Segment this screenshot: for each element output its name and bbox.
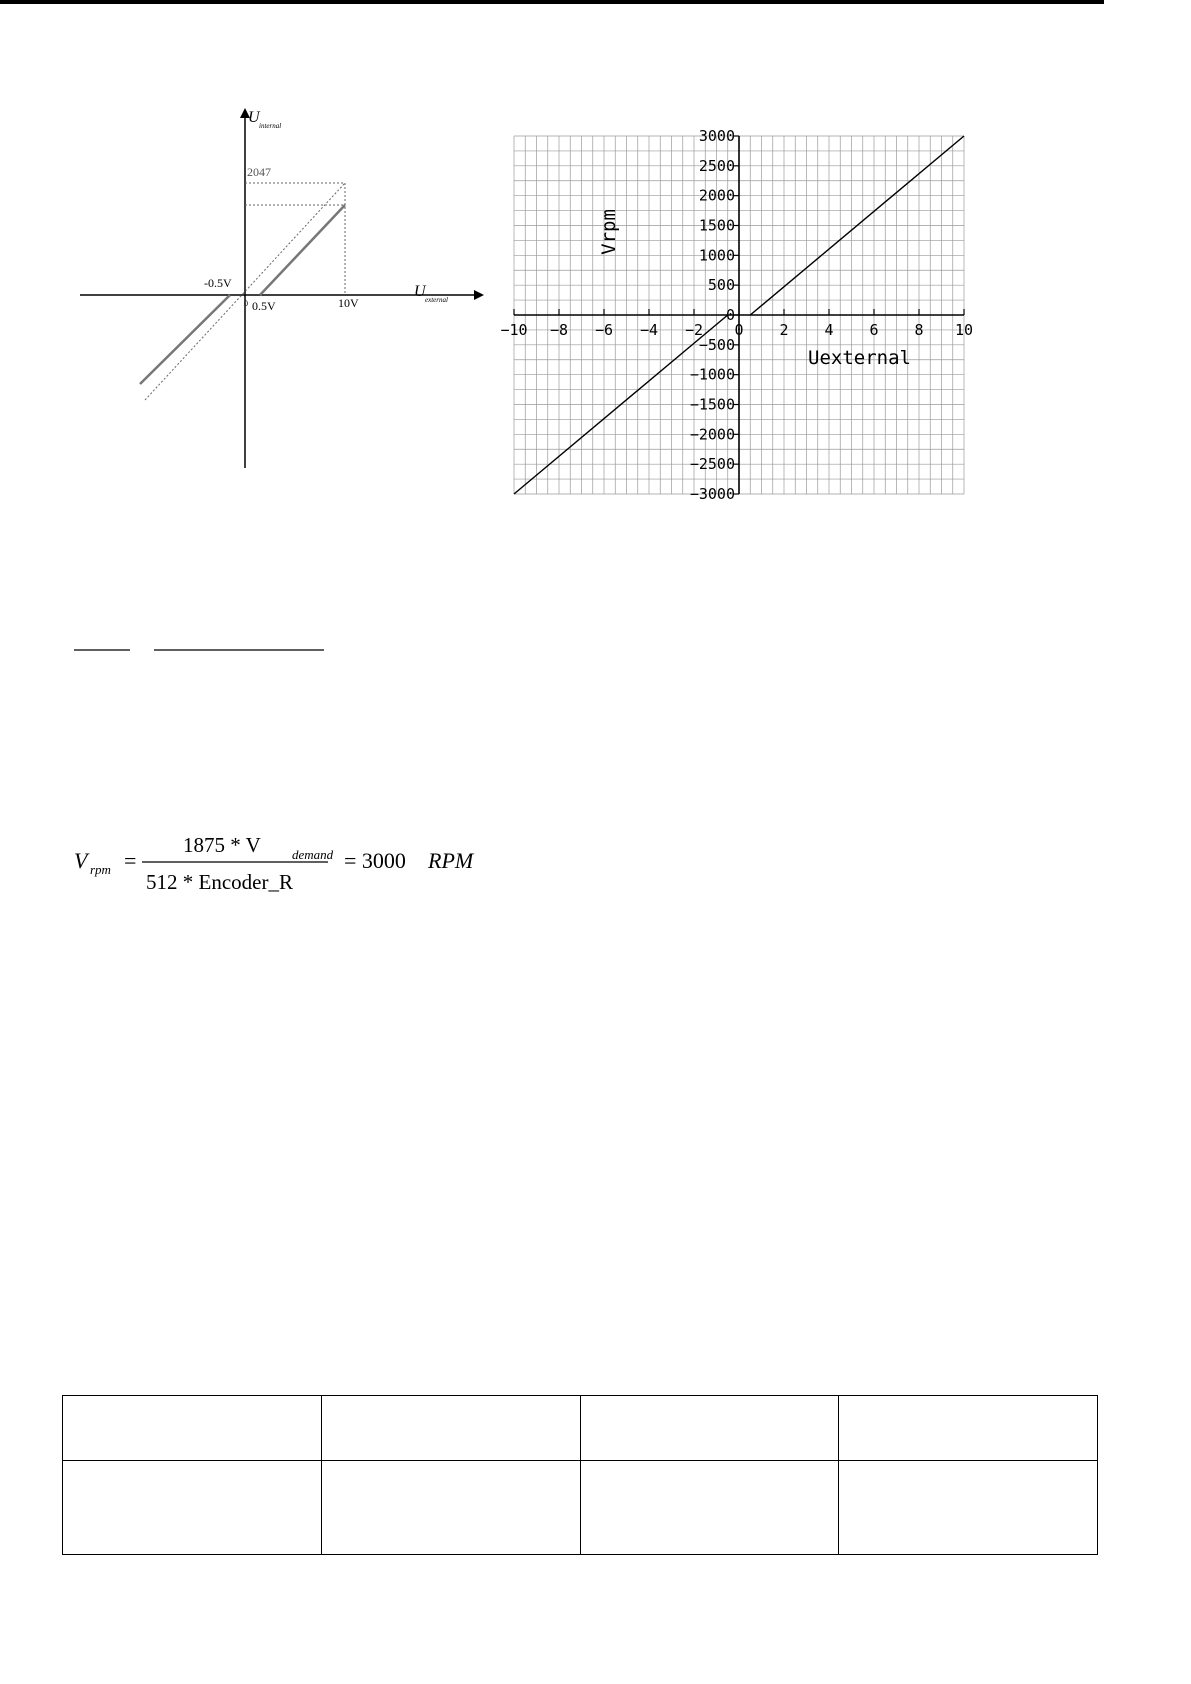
formula-numerator-sub: demand [292, 847, 334, 862]
table-cell [839, 1396, 1098, 1461]
x-tick-label: 4 [824, 321, 834, 339]
x-tick-label: 8 [914, 321, 924, 339]
y-tick-label: −1500 [689, 395, 735, 414]
deadband-diagram [70, 100, 510, 520]
x-tick-label: −4 [639, 321, 659, 339]
table-cell [321, 1396, 580, 1461]
y-tick-label: 0 [725, 306, 735, 324]
y-axis-label: U [248, 109, 260, 126]
table-row [63, 1461, 1098, 1555]
y-tick-label: 1500 [698, 216, 735, 235]
y-tick-label: 2000 [698, 186, 735, 205]
y-tick-label: −2500 [689, 455, 735, 474]
formula-result: = 3000 [344, 848, 406, 873]
formula-lhs-sub: rpm [90, 862, 111, 877]
fraction-stub [70, 640, 350, 660]
y-tick-label: 500 [707, 276, 735, 295]
formula [70, 826, 490, 906]
x-tick-label: 10 [954, 321, 974, 339]
x-tick-label: −8 [549, 321, 569, 339]
x-tick-label: 2 [779, 321, 789, 339]
formula-denominator: 512 * Encoder_R [146, 870, 293, 894]
label-pos-threshold: 0.5V [252, 299, 276, 313]
rpm-chart [470, 120, 990, 520]
y-axis-subscript: internal [259, 122, 282, 130]
table-cell [63, 1461, 322, 1555]
rpm-chart-xlabel: Uexternal [808, 347, 911, 369]
table-cell [839, 1461, 1098, 1555]
x-tick-label: −2 [684, 321, 704, 339]
label-2047: 2047 [247, 165, 271, 179]
y-tick-label: 1000 [698, 246, 735, 265]
rpm-chart-ylabel: Vrpm [598, 209, 620, 255]
x-tick-label: −6 [594, 321, 614, 339]
table-cell [321, 1461, 580, 1555]
x-tick-label: 0 [734, 321, 744, 339]
label-full-scale: 10V [338, 296, 359, 310]
x-tick-label: −10 [500, 321, 528, 339]
formula-equals: = [124, 848, 137, 873]
label-neg-threshold: -0.5V [204, 276, 232, 290]
y-tick-label: −3000 [689, 485, 735, 503]
formula-numerator: 1875 * V [183, 833, 261, 857]
characteristic-negative [140, 295, 230, 384]
page-top-rule [0, 0, 1104, 4]
formula-result-unit: RPM [428, 848, 474, 873]
x-axis-label: U [414, 283, 426, 300]
y-tick-label: 3000 [698, 127, 735, 145]
y-tick-label: −2000 [689, 425, 735, 444]
spec-table [62, 1395, 1098, 1555]
x-axis-subscript: external [425, 296, 448, 304]
y-tick-label: 2500 [698, 156, 735, 175]
label-origin: 0 [244, 299, 248, 308]
x-tick-label: 6 [869, 321, 879, 339]
table-row [63, 1396, 1098, 1461]
y-tick-label: −500 [698, 335, 735, 354]
table-cell [580, 1396, 839, 1461]
table-cell [580, 1461, 839, 1555]
y-tick-label: −1000 [689, 365, 735, 384]
formula-lhs: V [74, 848, 88, 873]
table-cell [63, 1396, 322, 1461]
characteristic-positive [260, 205, 345, 295]
